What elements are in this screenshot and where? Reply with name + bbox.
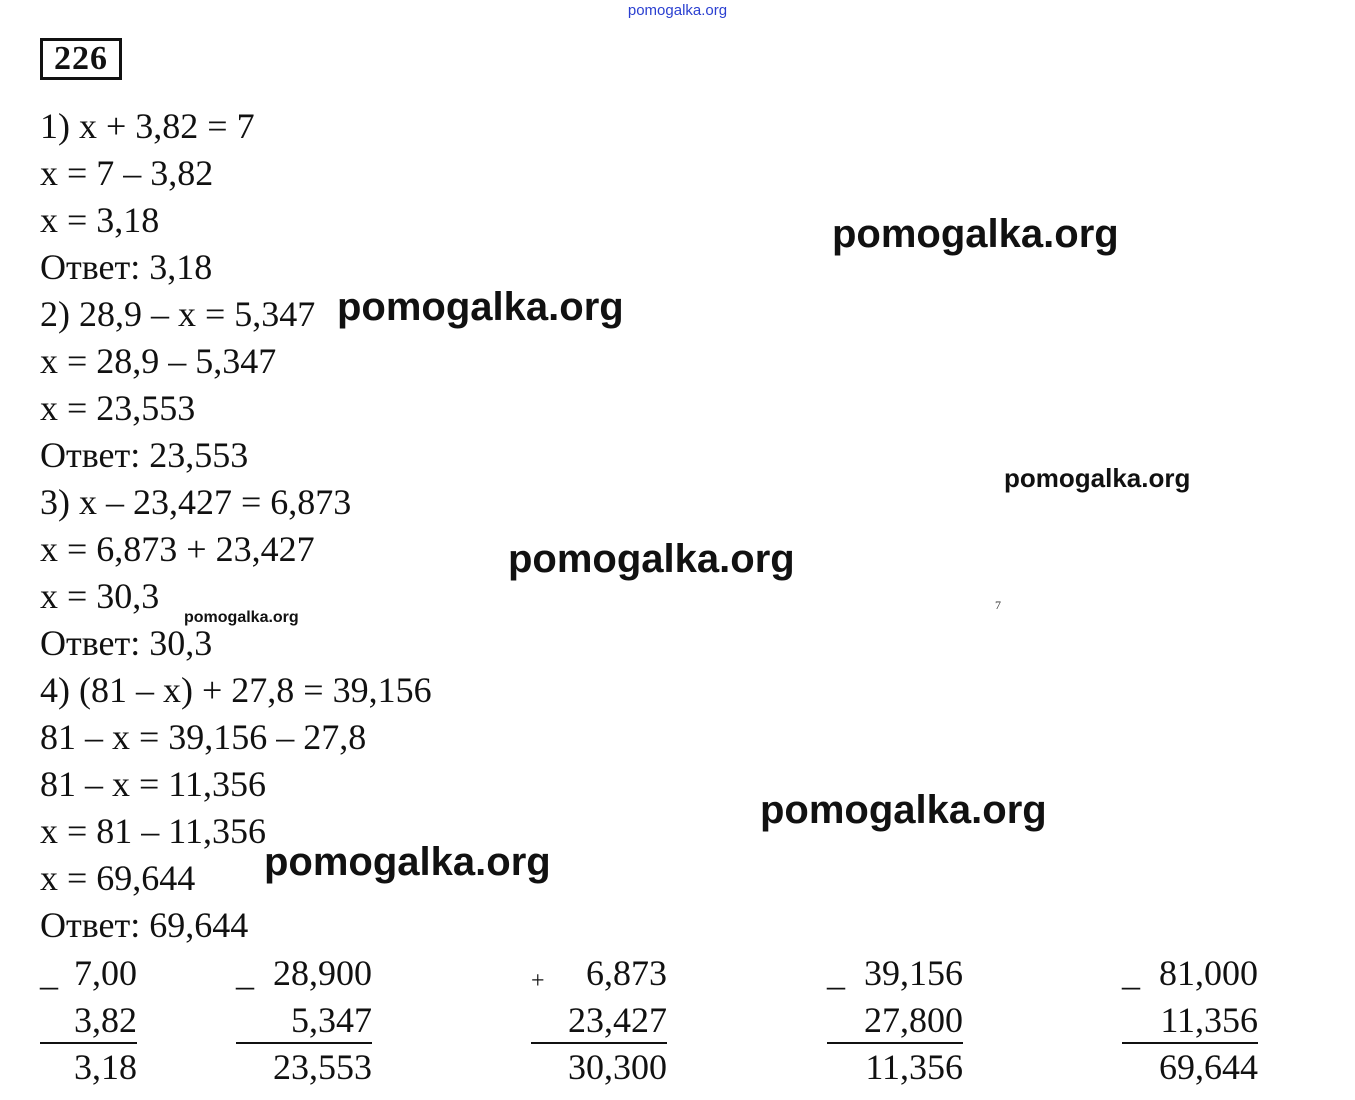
solution-line: x = 6,873 + 23,427: [40, 529, 315, 569]
solution-lines: [40, 103, 432, 949]
minus-sign: _: [40, 953, 58, 993]
solution-line: x = 81 – 11,356: [40, 811, 266, 851]
minus-sign: _: [827, 953, 845, 993]
watermark: pomogalka.org: [264, 840, 551, 884]
watermark: pomogalka.org: [1004, 463, 1191, 493]
column-result: 11,356: [865, 1047, 963, 1087]
solution-line: 81 – x = 39,156 – 27,8: [40, 717, 367, 757]
column-minuend: 39,156: [864, 953, 963, 993]
column-result: 30,300: [568, 1047, 667, 1087]
column-addend: 6,873: [586, 953, 667, 993]
column-addend: 23,427: [531, 997, 667, 1044]
column-minuend: 7,00: [74, 953, 137, 993]
solution-line: x = 30,3: [40, 576, 160, 616]
stray-mark: 7: [995, 598, 1001, 612]
column-minuend: 28,900: [273, 953, 372, 993]
column-addition-3: [531, 950, 667, 1091]
solution-line: 3) x – 23,427 = 6,873: [40, 482, 352, 522]
watermark: pomogalka.org: [508, 537, 795, 581]
solution-line: 4) (81 – x) + 27,8 = 39,156: [40, 670, 432, 710]
answer-line: Ответ: 30,3: [40, 623, 213, 663]
answer-line: Ответ: 23,553: [40, 435, 249, 475]
column-subtraction-2: [236, 950, 372, 1091]
column-subtraction-5: [1122, 950, 1258, 1091]
solution-line: 1) x + 3,82 = 7: [40, 106, 255, 146]
solution-line: x = 69,644: [40, 858, 196, 898]
answer-line: Ответ: 3,18: [40, 247, 213, 287]
watermark: pomogalka.org: [832, 212, 1119, 256]
column-subtrahend: 27,800: [827, 997, 963, 1044]
column-subtraction-1: [40, 950, 137, 1091]
problem-number: 226: [54, 40, 108, 77]
answer-line: Ответ: 69,644: [40, 905, 249, 945]
column-subtrahend: 11,356: [1122, 997, 1258, 1044]
column-subtrahend: 5,347: [236, 997, 372, 1044]
column-calculations: [0, 950, 1355, 1090]
minus-sign: _: [236, 953, 254, 993]
minus-sign: _: [1122, 953, 1140, 993]
column-result: 69,644: [1159, 1047, 1258, 1087]
watermark: pomogalka.org: [760, 788, 1047, 832]
plus-sign: +: [531, 968, 545, 994]
solution-line: x = 23,553: [40, 388, 196, 428]
column-result: 23,553: [273, 1047, 372, 1087]
solution-line: x = 28,9 – 5,347: [40, 341, 277, 381]
column-result: 3,18: [74, 1047, 137, 1087]
solution-line: 81 – x = 11,356: [40, 764, 266, 804]
problem-number-box: [40, 38, 122, 80]
solution-line: x = 3,18: [40, 200, 160, 240]
column-subtraction-4: [827, 950, 963, 1091]
solution-line: x = 7 – 3,82: [40, 153, 214, 193]
header-watermark-link[interactable]: pomogalka.org: [627, 2, 728, 19]
column-subtrahend: 3,82: [40, 997, 137, 1044]
solution-line: 2) 28,9 – x = 5,347: [40, 294, 316, 334]
watermark: pomogalka.org: [337, 285, 624, 329]
column-minuend: 81,000: [1159, 953, 1258, 993]
watermark: pomogalka.org: [184, 609, 299, 626]
